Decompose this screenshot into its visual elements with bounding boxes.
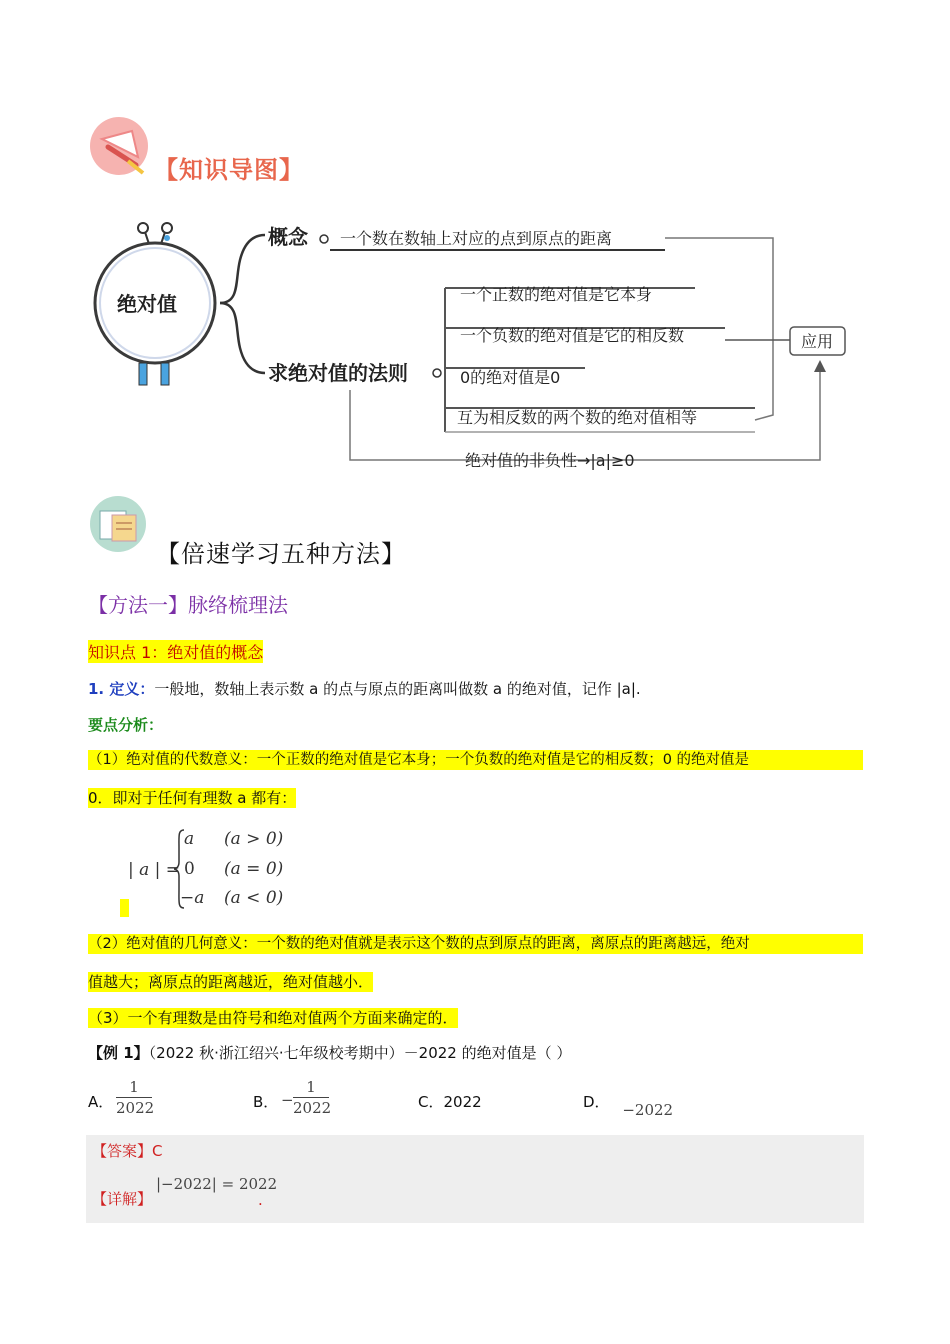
analysis-point-2-line-2: 值越大；离原点的距离越近，绝对值越小． [88,973,374,991]
option-a [88,1078,208,1122]
mindmap-nonnegativity: 绝对值的非负性→|a|≥0 [465,451,635,470]
example-question [88,1043,571,1063]
mindmap-center-label: 绝对值 [117,292,177,316]
detail-label: 【详解】 [92,1190,153,1208]
answer-value: C [152,1142,163,1160]
definition-paragraph [88,679,641,699]
detail-formula: |−2022| = 2022 [156,1175,278,1193]
option-b [253,1078,373,1122]
methods-section-title: 【倍速学习五种方法】 [156,540,406,568]
option-c [418,1092,482,1112]
formula-case-2-cond: (a = 0) [224,859,284,879]
definition-label: 1. 定义： [88,680,155,698]
definition-text: 一般地，数轴上表示数 a 的点与原点的距离叫做数 a 的绝对值，记作 |a|. [154,680,641,698]
option-b-denominator: 2022 [293,1099,332,1117]
analysis-point-1-line-1: （1）绝对值的代数意义：一个正数的绝对值是它本身；一个负数的绝对值是它的相反数；0 的绝对值是 [88,750,863,770]
mindmap-rule-2: 一个负数的绝对值是它的相反数 [460,326,685,345]
example-source: （2022 秋·浙江绍兴·七年级校考期中） [148,1044,404,1062]
analysis-label: 要点分析： [88,716,164,734]
analysis-point-2-line-1: （2）绝对值的几何意义：一个数的绝对值就是表示这个数的点到原点的距离，离原点的距离越远，绝对 [88,934,863,954]
mindmap-section-title: 【知识导图】 [154,156,304,184]
formula-case-3-cond: (a < 0) [224,888,284,908]
knowledge-point-title: 知识点 1：绝对值的概念 [88,640,263,663]
detail-line [92,1189,152,1209]
example-stem: －2022 的绝对值是（ ） [403,1044,572,1062]
option-a-numerator: 1 [129,1078,139,1096]
mindmap [85,210,865,480]
detail-period: . [258,1191,263,1209]
formula-case-1-value: a [184,829,195,849]
option-a-letter: A． [88,1093,114,1111]
mindmap-rule-label: 求绝对值的法则 [268,361,408,385]
highlight-marker [120,899,129,917]
option-d [583,1092,674,1119]
option-a-denominator: 2022 [116,1099,155,1117]
answer-box [86,1135,864,1223]
option-c-value: 2022 [443,1093,482,1111]
option-d-letter: D． [583,1093,610,1111]
answer-label: 【答案】 [92,1142,153,1160]
option-d-value: −2022 [622,1101,674,1119]
mindmap-rule-4: 互为相反数的两个数的绝对值相等 [457,408,698,427]
mindmap-section-icon [88,117,154,183]
option-b-letter: B． [253,1093,279,1111]
piecewise-formula [128,826,298,916]
methods-section-icon [88,495,148,555]
option-b-numerator: 1 [306,1078,316,1096]
option-c-letter: C． [418,1093,444,1111]
formula-case-3-value: −a [180,888,205,908]
method-one-title: 【方法一】脉络梳理法 [88,593,288,617]
mindmap-concept-text: 一个数在数轴上对应的点到原点的距离 [340,229,613,248]
example-label: 【例 1】 [88,1044,149,1062]
option-a-fraction [116,1078,155,1117]
formula-case-1-cond: (a > 0) [224,829,284,849]
answer-line [92,1141,163,1161]
mindmap-concept-label: 概念 [268,225,308,249]
formula-case-2-value: 0 [184,859,195,879]
mindmap-rule-1: 一个正数的绝对值是它本身 [460,285,653,304]
analysis-point-3: （3）一个有理数是由符号和绝对值两个方面来确定的． [88,1009,458,1027]
mindmap-rule-3: 0的绝对值是0 [460,368,561,387]
option-b-sign: − [281,1091,294,1109]
analysis-point-1-line-2: 0．即对于任何有理数 a 都有： [88,789,297,807]
formula-lhs: | a | = [128,860,181,880]
option-b-fraction [293,1078,332,1117]
mindmap-application: 应用 [801,332,834,351]
